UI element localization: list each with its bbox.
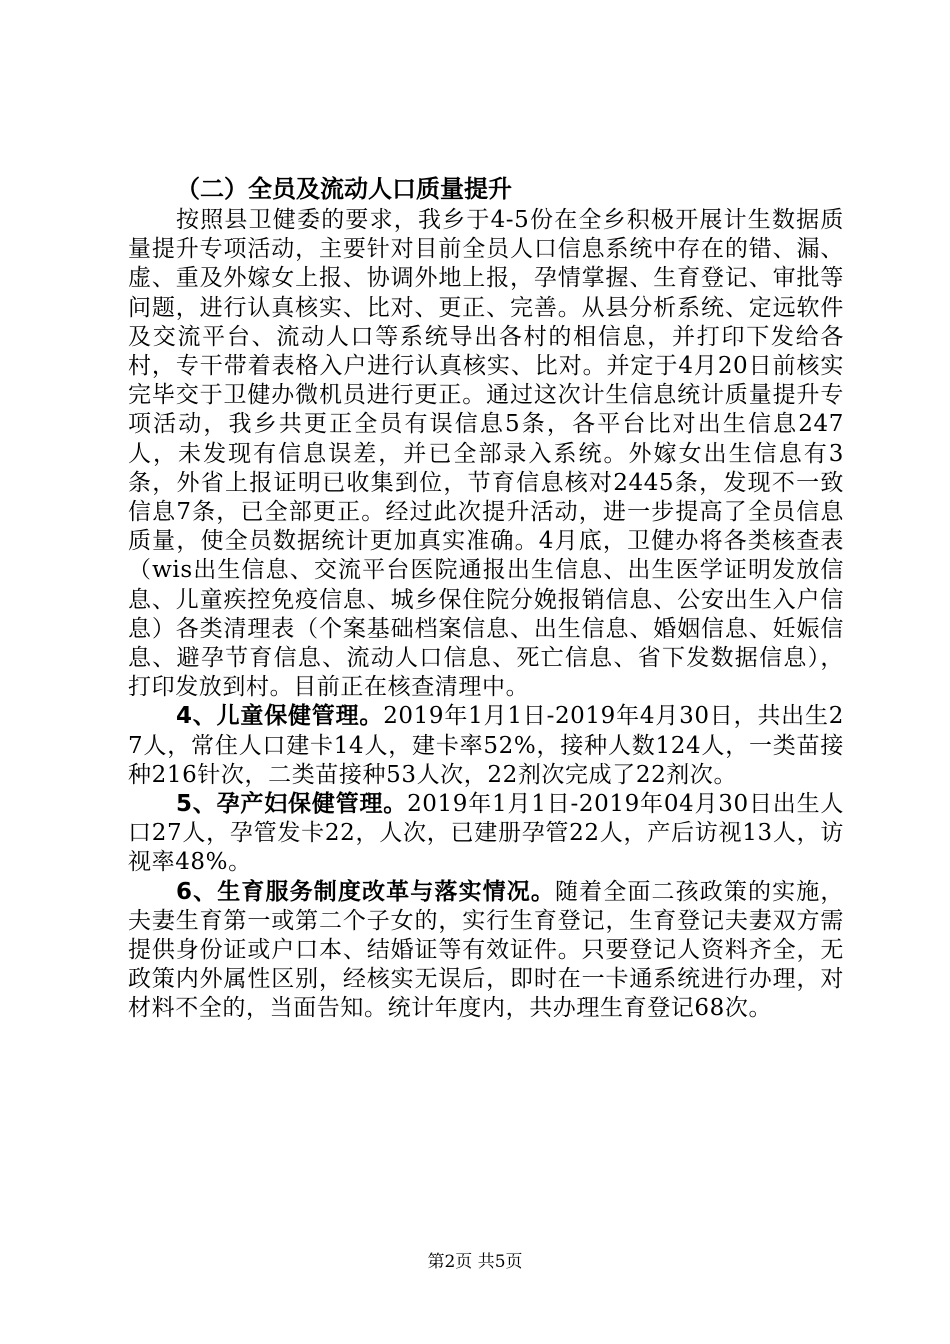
birth-service-text: 随着全面二孩政策的实施，夫妻生育第一或第二个子女的，实行生育登记，生育登记夫妻双方需提供身份证或户口本、结婚证等有效证件。只要登记人资料齐全，无政策内外属性区别，经核实无误后，即时在一卡通系统进行办理，对材料不全的，当面告知。统计年度内，共办理生育登记68次。 xyxy=(128,878,844,1022)
child-health-text: 2019年1月1日-2019年4月30日，共出生27人，常住人口建卡14人，建卡率52%，接种人数124人，一类苗接种216针次，二类苗接种53人次，22剂次完成了22剂次。 xyxy=(128,703,844,788)
birth-service-lead: 6、生育服务制度改革与落实情况。 xyxy=(176,878,556,905)
paragraph-data-quality: 按照县卫健委的要求，我乡于4-5份在全乡积极开展计生数据质量提升专项活动，主要针对目前全员人口信息系统中存在的错、漏、虚、重及外嫁女上报、协调外地上报，孕情掌握、生育登记、审批等问题，进行认真核实、比对、更正、完善。从县分析系统、定远软件及交流平台、流动人口等系统导出各村的相信息，并打印下发给各村，专干带着表格入户进行认真核实、比对。并定于4月20日前核实完毕交于卫健办微机员进行更正。通过这次计生信息统计质量提升专项活动，我乡共更正全员有误信息5条，各平台比对出生信息247人，未发现有信息误差，并已全部录入系统。外嫁女出生信息有3条，外省上报证明已收集到位，节育信息核对2445条，发现不一致信息7条，已全部更正。经过此次提升活动，进一步提高了全员信息质量，使全员数据统计更加真实准确。4月底，卫健办将各类核查表（wis出生信息、交流平台医院通报出生信息、出生医学证明发放信息、儿童疾控免疫信息、城乡保住院分娩报销信息、公安出生入户信息）各类清理表（个案基础档案信息、出生信息、婚姻信息、妊娠信息、避孕节育信息、流动人口信息、死亡信息、省下发数据信息），打印发放到村。目前正在核查清理中。 xyxy=(128,207,844,701)
page-number-footer: 第2页 共5页 xyxy=(427,1252,523,1272)
maternal-health-text: 2019年1月1日-2019年04月30日出生人口27人，孕管发卡22，人次，已建册孕管22人，产后访视13人，访视率48%。 xyxy=(128,791,844,876)
document-body xyxy=(128,172,844,1024)
child-health-lead: 4、儿童保健管理。 xyxy=(176,703,384,730)
paragraph-birth-service-reform xyxy=(128,878,844,1024)
paragraph-maternal-health xyxy=(128,790,844,878)
maternal-health-lead: 5、孕产妇保健管理。 xyxy=(176,791,408,818)
section-heading: （二）全员及流动人口质量提升 xyxy=(176,175,512,203)
paragraph-child-health xyxy=(128,702,844,790)
